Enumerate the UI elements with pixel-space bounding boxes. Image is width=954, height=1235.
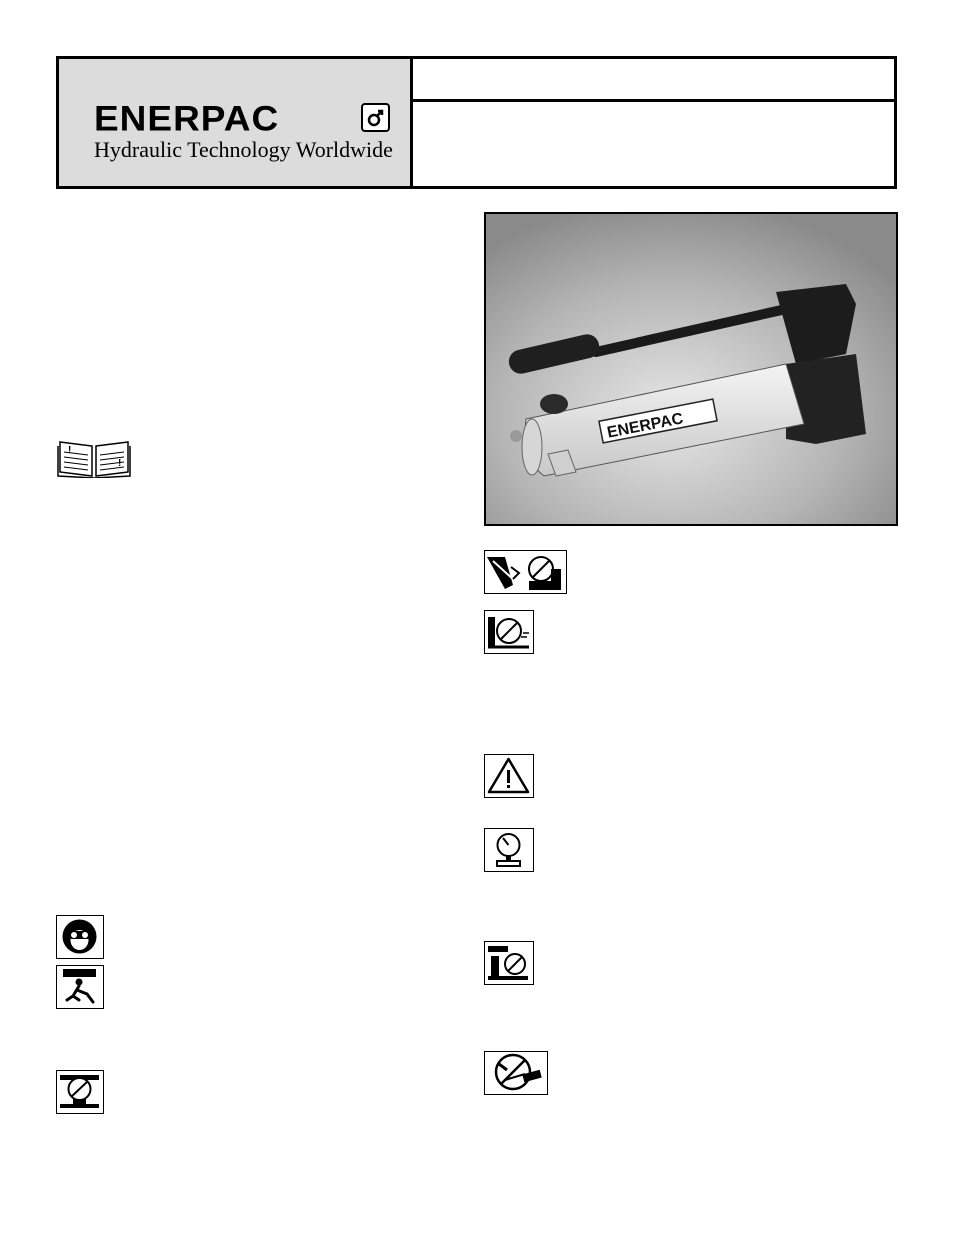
svg-text:!: ! bbox=[68, 445, 72, 456]
safety-goggles-icon bbox=[56, 915, 104, 959]
document-header bbox=[56, 56, 897, 189]
product-photo bbox=[484, 212, 898, 526]
no-hose-crush-icon bbox=[484, 1051, 548, 1095]
brand-logo-text: ENERPAC bbox=[94, 99, 280, 139]
pinch-hazard-icon bbox=[484, 550, 567, 594]
warning-triangle-icon bbox=[484, 754, 534, 798]
no-side-load-icon bbox=[56, 1070, 104, 1114]
title-row-2 bbox=[413, 102, 894, 186]
no-overload-icon bbox=[484, 941, 534, 985]
pressure-gauge-icon bbox=[484, 828, 534, 872]
brand-tagline: Hydraulic Technology Worldwide bbox=[94, 137, 393, 162]
falling-load-icon bbox=[56, 965, 104, 1009]
manual-book-icon bbox=[56, 436, 132, 478]
no-heat-pressure-gauge-icon bbox=[484, 610, 534, 654]
brand-mark-icon bbox=[361, 103, 390, 132]
title-row-1 bbox=[413, 59, 894, 102]
product-brand-label: ENERPAC bbox=[605, 410, 685, 442]
logo-cell bbox=[59, 59, 413, 186]
svg-text:!: ! bbox=[118, 458, 122, 469]
